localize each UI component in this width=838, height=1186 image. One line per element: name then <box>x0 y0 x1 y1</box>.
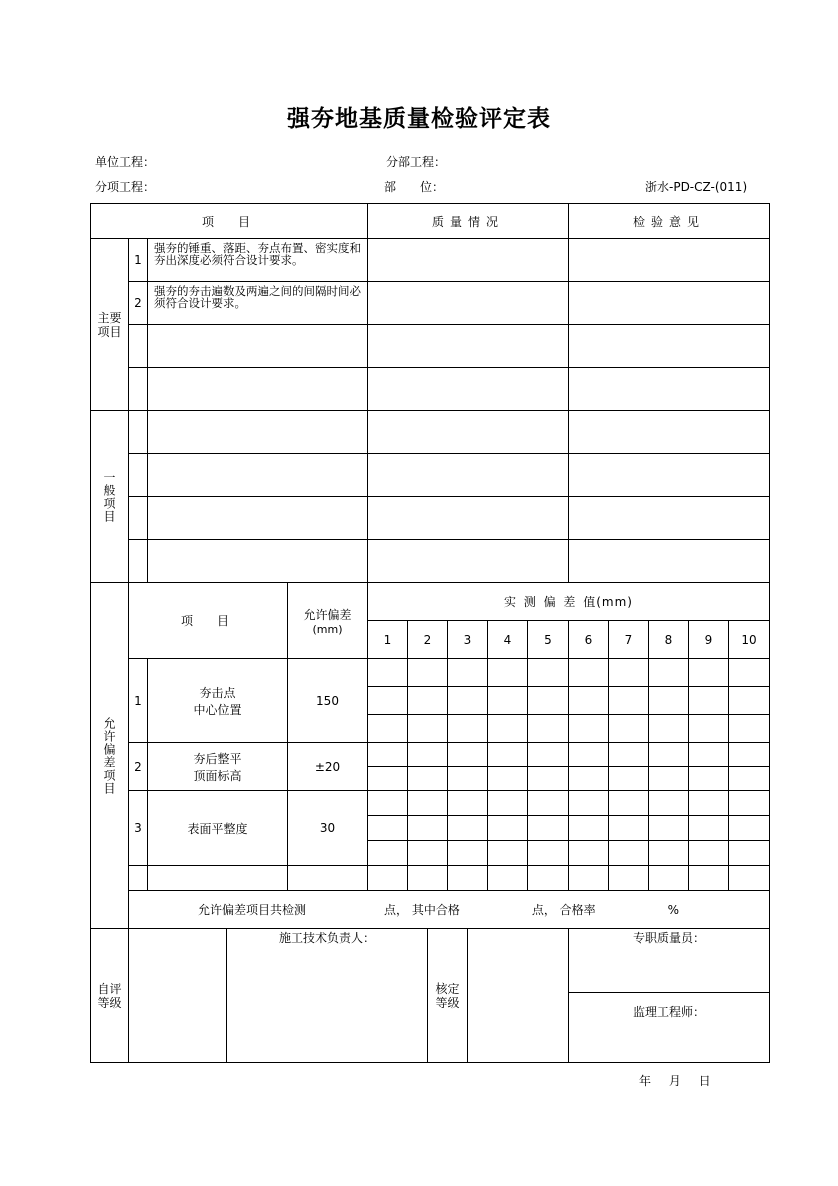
measure-cell[interactable] <box>689 767 729 791</box>
measure-cell[interactable] <box>408 715 448 743</box>
measure-col-6: 6 <box>569 621 609 659</box>
measure-cell[interactable] <box>448 715 488 743</box>
main-item-no <box>129 325 148 368</box>
quality-officer-label: 专职质量员： <box>632 931 705 945</box>
measure-cell[interactable] <box>569 659 609 687</box>
measure-cell[interactable] <box>729 659 770 687</box>
measure-col-7: 7 <box>609 621 649 659</box>
measure-cell[interactable] <box>448 816 488 841</box>
measure-cell[interactable] <box>689 743 729 767</box>
measure-col-4: 4 <box>488 621 528 659</box>
measure-cell[interactable] <box>488 715 528 743</box>
measure-cell[interactable] <box>488 687 528 715</box>
measure-cell[interactable] <box>528 816 569 841</box>
measure-cell[interactable] <box>609 866 649 891</box>
measure-cell[interactable] <box>729 791 770 816</box>
measure-cell[interactable] <box>368 659 408 687</box>
measure-cell[interactable] <box>649 715 689 743</box>
general-item-no <box>129 411 148 454</box>
measure-cell[interactable] <box>448 659 488 687</box>
measure-cell[interactable] <box>528 743 569 767</box>
header-item: 项 目 <box>91 204 368 239</box>
measure-cell[interactable] <box>488 866 528 891</box>
measure-cell[interactable] <box>729 715 770 743</box>
measure-cell[interactable] <box>448 687 488 715</box>
measure-cell[interactable] <box>408 841 448 866</box>
item-project-label: 分项工程： <box>95 180 156 194</box>
general-item-no <box>129 454 148 497</box>
measure-cell[interactable] <box>528 841 569 866</box>
measure-cell[interactable] <box>488 743 528 767</box>
measure-cell[interactable] <box>729 687 770 715</box>
measure-cell[interactable] <box>569 816 609 841</box>
quality-cell[interactable] <box>368 368 569 411</box>
general-item-text[interactable] <box>148 411 368 454</box>
measure-cell[interactable] <box>609 767 649 791</box>
measure-cell[interactable] <box>649 767 689 791</box>
opinion-cell[interactable] <box>569 454 770 497</box>
measure-col-8: 8 <box>649 621 689 659</box>
measure-cell[interactable] <box>528 687 569 715</box>
quality-cell[interactable] <box>368 411 569 454</box>
header-quality: 质量情况 <box>368 204 569 239</box>
measure-cell[interactable] <box>649 791 689 816</box>
main-item-no: 2 <box>129 282 148 325</box>
main-item-text: 强夯的锤重、落距、夯点布置、密实度和夯出深度必须符合设计要求。 <box>148 239 368 282</box>
measure-cell[interactable] <box>729 816 770 841</box>
measure-cell[interactable] <box>528 866 569 891</box>
opinion-cell[interactable] <box>569 282 770 325</box>
measure-col-2: 2 <box>408 621 448 659</box>
deviation-item-name: 表面平整度 <box>148 791 288 866</box>
general-item-no <box>129 497 148 540</box>
sub-project-label: 分部工程： <box>386 155 447 169</box>
measure-cell[interactable] <box>528 715 569 743</box>
main-item-no: 1 <box>129 239 148 282</box>
measure-col-10: 10 <box>729 621 770 659</box>
measure-cell[interactable] <box>528 659 569 687</box>
measure-cell[interactable] <box>609 659 649 687</box>
opinion-cell[interactable] <box>569 411 770 454</box>
measure-cell[interactable] <box>368 743 408 767</box>
measure-cell[interactable] <box>649 841 689 866</box>
measure-cell[interactable] <box>488 791 528 816</box>
opinion-cell[interactable] <box>569 368 770 411</box>
deviation-item-name: 夯后整平 顶面标高 <box>148 743 288 791</box>
measure-cell[interactable] <box>368 791 408 816</box>
measure-cell[interactable] <box>729 841 770 866</box>
deviation-item-name: 夯击点 中心位置 <box>148 659 288 743</box>
measure-cell[interactable] <box>689 866 729 891</box>
measure-cell[interactable] <box>448 866 488 891</box>
self-grade-label: 自评等级 <box>91 929 129 1063</box>
measure-col-1: 1 <box>368 621 408 659</box>
unit-project-label: 单位工程： <box>95 155 156 169</box>
measure-cell[interactable] <box>488 767 528 791</box>
measure-cell[interactable] <box>649 687 689 715</box>
measure-col-3: 3 <box>448 621 488 659</box>
main-item-text: 强夯的夯击遍数及两遍之间的间隔时间必须符合设计要求。 <box>148 282 368 325</box>
general-item-text[interactable] <box>148 497 368 540</box>
general-item-text[interactable] <box>148 540 368 583</box>
quality-cell[interactable] <box>368 540 569 583</box>
supervisor-cell[interactable] <box>569 993 770 1063</box>
main-items-label: 主要项目 <box>91 239 129 411</box>
deviation-allowed-value: 30 <box>288 791 368 866</box>
header-opinion: 检验意见 <box>569 204 770 239</box>
measure-cell[interactable] <box>569 715 609 743</box>
deviation-allowed-value: ±20 <box>288 743 368 791</box>
measure-cell[interactable] <box>408 816 448 841</box>
measure-cell[interactable] <box>368 715 408 743</box>
date-line: 年 月 日 <box>639 1074 711 1088</box>
measure-cell[interactable] <box>569 687 609 715</box>
measure-cell[interactable] <box>689 791 729 816</box>
measure-cell[interactable] <box>448 767 488 791</box>
measure-cell[interactable] <box>649 743 689 767</box>
measure-cell[interactable] <box>729 767 770 791</box>
main-item-text[interactable] <box>148 325 368 368</box>
measure-cell[interactable] <box>609 687 649 715</box>
quality-officer-cell[interactable] <box>569 929 770 993</box>
summary-pass-label: 点， 其中合格 <box>384 903 460 917</box>
measure-cell[interactable] <box>649 816 689 841</box>
measure-cell[interactable] <box>609 816 649 841</box>
measure-cell[interactable] <box>528 791 569 816</box>
measure-cell[interactable] <box>448 841 488 866</box>
summary-rate-label: 点， 合格率 <box>531 903 596 917</box>
general-item-no <box>129 540 148 583</box>
deviation-item-no: 3 <box>129 791 148 866</box>
page-title: 强夯地基质量检验评定表 <box>287 106 551 132</box>
opinion-cell[interactable] <box>569 497 770 540</box>
measure-cell[interactable] <box>689 841 729 866</box>
main-item-no <box>129 368 148 411</box>
measure-cell[interactable] <box>689 659 729 687</box>
deviation-allowed-value: 150 <box>288 659 368 743</box>
inspection-form <box>90 203 770 1063</box>
form-code: 浙水-PD-CZ-(011) <box>645 180 748 194</box>
measure-cell[interactable] <box>649 866 689 891</box>
opinion-cell[interactable] <box>569 325 770 368</box>
measured-deviation-header: 实 测 偏 差 值(mm) <box>368 583 770 621</box>
deviation-summary <box>129 891 770 929</box>
measure-cell[interactable] <box>408 866 448 891</box>
measure-cell[interactable] <box>368 816 408 841</box>
measure-cell[interactable] <box>368 767 408 791</box>
construction-lead-label: 施工技术负责人： <box>278 931 375 945</box>
measure-cell[interactable] <box>689 816 729 841</box>
opinion-cell[interactable] <box>569 540 770 583</box>
measure-cell[interactable] <box>609 791 649 816</box>
measure-cell[interactable] <box>448 791 488 816</box>
measure-cell[interactable] <box>488 816 528 841</box>
measure-cell[interactable] <box>649 659 689 687</box>
supervisor-label: 监理工程师： <box>632 1005 705 1019</box>
deviation-item-no: 2 <box>129 743 148 791</box>
deviation-allowed-value[interactable] <box>288 866 368 891</box>
measure-cell[interactable] <box>408 687 448 715</box>
measure-cell[interactable] <box>368 841 408 866</box>
measure-cell[interactable] <box>609 841 649 866</box>
measure-cell[interactable] <box>408 767 448 791</box>
measure-cell[interactable] <box>609 743 649 767</box>
measure-cell[interactable] <box>408 791 448 816</box>
measure-cell[interactable] <box>729 743 770 767</box>
measure-cell[interactable] <box>729 866 770 891</box>
self-grade-cell[interactable] <box>129 929 227 1063</box>
measure-cell[interactable] <box>368 866 408 891</box>
measure-col-9: 9 <box>689 621 729 659</box>
measure-cell[interactable] <box>448 743 488 767</box>
measure-cell[interactable] <box>689 687 729 715</box>
quality-cell[interactable] <box>368 325 569 368</box>
verify-grade-label: 核定等级 <box>428 929 468 1063</box>
measure-cell[interactable] <box>569 866 609 891</box>
deviation-item-no <box>129 866 148 891</box>
signoff-table <box>90 928 770 1063</box>
measure-cell[interactable] <box>569 767 609 791</box>
opinion-cell[interactable] <box>569 239 770 282</box>
deviation-items-label: 允许偏差项目 <box>91 583 129 929</box>
main-item-text[interactable] <box>148 368 368 411</box>
measure-cell[interactable] <box>569 743 609 767</box>
summary-percent: % <box>667 903 680 917</box>
construction-lead-cell[interactable] <box>227 929 428 1063</box>
deviation-item-header: 项 目 <box>129 583 288 659</box>
quality-cell[interactable] <box>368 239 569 282</box>
measure-cell[interactable] <box>689 715 729 743</box>
measure-cell[interactable] <box>528 767 569 791</box>
allowed-deviation-header: 允许偏差 (mm) <box>288 583 368 659</box>
quality-cell[interactable] <box>368 454 569 497</box>
measure-cell[interactable] <box>569 841 609 866</box>
measure-cell[interactable] <box>569 791 609 816</box>
measure-cell[interactable] <box>408 743 448 767</box>
quality-cell[interactable] <box>368 497 569 540</box>
measure-cell[interactable] <box>368 687 408 715</box>
measure-cell[interactable] <box>408 659 448 687</box>
measure-cell[interactable] <box>609 715 649 743</box>
form-table <box>90 203 770 929</box>
measure-cell[interactable] <box>488 659 528 687</box>
summary-total-label: 允许偏差项目共检测 <box>198 903 307 917</box>
quality-cell[interactable] <box>368 282 569 325</box>
deviation-item-name[interactable] <box>148 866 288 891</box>
measure-cell[interactable] <box>488 841 528 866</box>
deviation-item-no: 1 <box>129 659 148 743</box>
location-label: 部 位： <box>384 180 445 194</box>
general-item-text[interactable] <box>148 454 368 497</box>
verify-grade-cell[interactable] <box>468 929 569 1063</box>
measure-col-5: 5 <box>528 621 569 659</box>
general-items-label: 一般项目 <box>91 411 129 583</box>
